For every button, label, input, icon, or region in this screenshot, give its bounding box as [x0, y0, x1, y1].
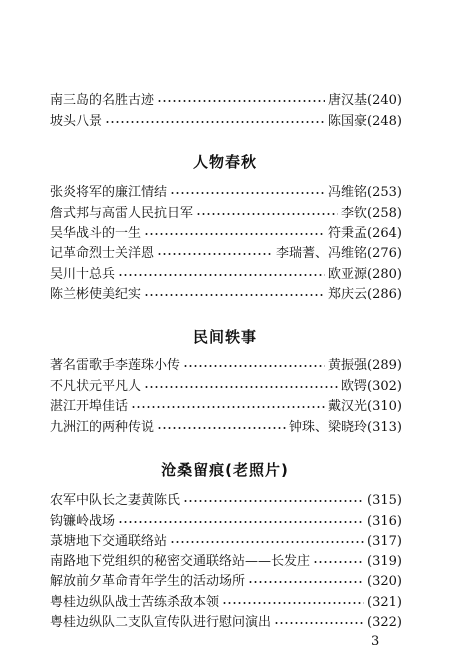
dot-leader	[196, 213, 338, 215]
toc-entry	[50, 594, 402, 612]
entry-title: 吴川十总兵	[50, 267, 116, 282]
entry-page: (315)	[367, 493, 402, 508]
entry-author-page: 冯维铭(253)	[328, 185, 402, 200]
entry-title: 粤桂边纵队二支队宣传队进行慰问演出	[50, 615, 272, 630]
toc-entry	[50, 573, 402, 591]
toc-entry	[50, 398, 402, 416]
dot-leader	[183, 500, 364, 502]
toc-entry	[50, 245, 402, 263]
entry-page: (322)	[367, 615, 402, 630]
entry-author-page: 陈国豪(248)	[328, 114, 402, 129]
dot-leader	[170, 192, 325, 194]
entry-title: 粤桂边纵队战士苦练杀敌本领	[50, 595, 220, 610]
toc-entry	[50, 553, 402, 571]
entry-author-page: 欧亚源(280)	[328, 267, 402, 282]
dot-leader	[144, 294, 325, 296]
entry-title: 南路地下党组织的秘密交通联络站——长发庄	[50, 554, 311, 569]
toc-entry	[50, 614, 402, 632]
entry-title: 著名雷歌手李莲珠小传	[50, 358, 181, 373]
entry-author-page: 欧锷(302)	[341, 379, 402, 394]
dot-leader	[157, 427, 286, 429]
entry-page: (316)	[367, 514, 402, 529]
toc-entry	[50, 266, 402, 284]
entry-title: 吴华战斗的一生	[50, 226, 142, 241]
entry-page: (321)	[367, 595, 402, 610]
entry-title: 九洲江的两种传说	[50, 420, 155, 435]
entry-author-page: 郑庆云(286)	[328, 287, 402, 302]
entry-author-page: 黄振强(289)	[328, 358, 402, 373]
dot-leader	[157, 100, 325, 102]
entry-title: 农军中队长之妻黄陈氏	[50, 493, 181, 508]
entry-title: 记革命烈士关洋恩	[50, 246, 155, 261]
dot-leader	[157, 253, 273, 255]
dot-leader	[144, 233, 325, 235]
section-heading: 人物春秋	[192, 153, 257, 171]
entry-title: 张炎将军的廉江情结	[50, 185, 168, 200]
entry-author-page: 戴汉光(310)	[328, 399, 402, 414]
dot-leader	[222, 602, 364, 604]
entry-title: 南三岛的名胜古迹	[50, 93, 155, 108]
entry-page: (319)	[367, 554, 402, 569]
dot-leader	[274, 622, 364, 624]
toc-entry	[50, 357, 402, 375]
toc-entry	[50, 378, 402, 396]
dot-leader	[118, 521, 364, 523]
toc-entry	[50, 113, 402, 131]
dot-leader	[170, 541, 364, 543]
dot-leader	[105, 121, 325, 123]
toc-entry	[50, 513, 402, 531]
entry-title: 坡头八景	[50, 114, 103, 129]
entry-author-page: 唐汉基(240)	[328, 93, 402, 108]
dot-leader	[118, 274, 325, 276]
dot-leader	[144, 386, 338, 388]
page-number: 3	[371, 634, 380, 649]
entry-author-page: 李钦(258)	[341, 206, 402, 221]
dot-leader	[248, 581, 364, 583]
toc-entry	[50, 92, 402, 110]
toc-entry	[50, 419, 402, 437]
entry-title: 陈兰彬使美纪实	[50, 287, 142, 302]
dot-leader	[183, 365, 325, 367]
dot-leader	[313, 561, 364, 563]
entry-title: 菉塘地下交通联络站	[50, 534, 168, 549]
section-heading: 沧桑留痕(老照片)	[161, 461, 289, 479]
toc-entry	[50, 286, 402, 304]
entry-title: 钩镰岭战场	[50, 514, 116, 529]
entry-title: 詹式邦与高雷人民抗日军	[50, 206, 194, 221]
toc-entry	[50, 492, 402, 510]
toc-entry	[50, 205, 402, 223]
entry-page: (320)	[367, 574, 402, 589]
toc-entry	[50, 225, 402, 243]
entry-title: 湛江开埠佳话	[50, 399, 129, 414]
entry-page: (317)	[367, 534, 402, 549]
entry-title: 解放前夕革命青年学生的活动场所	[50, 574, 246, 589]
entry-author-page: 李瑞蓍、冯维铭(276)	[276, 246, 402, 261]
entry-author-page: 钟珠、梁晓玲(313)	[289, 420, 402, 435]
entry-title: 不凡状元平凡人	[50, 379, 142, 394]
section-heading: 民间轶事	[192, 328, 257, 346]
entry-author-page: 符秉孟(264)	[328, 226, 402, 241]
dot-leader	[131, 406, 325, 408]
toc-entry	[50, 533, 402, 551]
toc-entry	[50, 184, 402, 202]
